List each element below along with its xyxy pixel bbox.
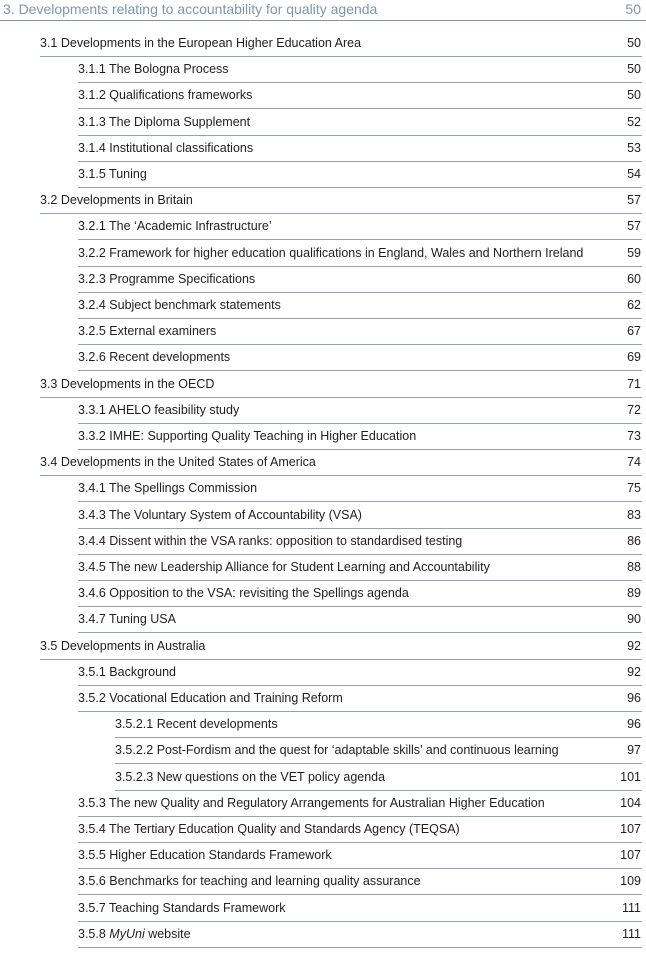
toc-entry-title: 3.5.2.2 Post-Fordism and the quest for ‘adaptable skills’ and continuous learning — [115, 743, 559, 758]
toc-entry-title: 3.5.3 The new Quality and Regulatory Arrangements for Australian Higher Education — [78, 795, 545, 810]
toc-entry-level-2[interactable] — [78, 502, 642, 529]
toc-entry-page-number: 69 — [627, 350, 641, 365]
toc-entry-page-number: 73 — [627, 429, 641, 443]
toc-entry-page-number: 101 — [620, 769, 641, 784]
toc-entry-title: 3.1.2 Qualifications frameworks — [78, 88, 253, 103]
toc-entry-level-2[interactable] — [78, 868, 642, 895]
toc-entry-level-2[interactable] — [78, 816, 642, 843]
toc-entry-title: 3.3 Developments in the OECD — [40, 376, 215, 391]
toc-entry-level-2[interactable] — [78, 554, 642, 581]
toc-entry-level-2[interactable] — [78, 685, 642, 712]
toc-entry-level-2[interactable] — [78, 292, 642, 319]
toc-entry-page-number: 92 — [627, 638, 641, 653]
toc-entry-page-number: 104 — [620, 795, 641, 810]
toc-entry-page-number: 74 — [627, 455, 641, 470]
toc-entry-title — [78, 927, 191, 941]
toc-entry-page-number: 97 — [627, 743, 641, 758]
toc-entry-title: 3.4.3 The Voluntary System of Accountability (VSA) — [78, 507, 362, 522]
toc-entry-level-2[interactable] — [78, 109, 642, 136]
toc-entry-level-2[interactable] — [78, 606, 642, 633]
toc-entry-page-number: 57 — [627, 193, 641, 208]
toc-entry-title: 3.4.7 Tuning USA — [78, 612, 176, 627]
toc-entry-level-1[interactable] — [40, 449, 642, 476]
toc-entry-page-number: 109 — [620, 874, 641, 889]
toc-entry-title: 3.2.6 Recent developments — [78, 350, 231, 365]
toc-entry-level-2[interactable] — [78, 921, 642, 948]
toc-entry-title: 3.2.3 Programme Specifications — [78, 271, 256, 286]
toc-entry-level-1[interactable] — [40, 633, 642, 660]
toc-entry-level-2[interactable] — [78, 344, 642, 371]
toc-entry-page-number: 67 — [627, 324, 641, 339]
toc-entry-level-2[interactable] — [78, 842, 642, 869]
toc-entry-title: 3.1.3 The Diploma Supplement — [78, 114, 251, 129]
toc-entry-title: 3.1 Developments in the European Higher Education Area — [40, 36, 362, 50]
toc-entry-title: 3.1.1 The Bologna Process — [78, 62, 229, 77]
toc-entry-level-2[interactable] — [78, 266, 642, 293]
toc-entry-page-number: 50 — [627, 62, 641, 77]
toc-entry-title: 3.5.5 Higher Education Standards Framework — [78, 848, 332, 863]
toc-entry-page-number: 57 — [627, 219, 641, 234]
toc-entry-title: 3.2.4 Subject benchmark statements — [78, 298, 281, 312]
toc-entry-page-number: 92 — [627, 664, 641, 679]
toc-entry-title: 3.2.1 The ‘Academic Infrastructure’ — [78, 219, 272, 234]
toc-entry-title: 3.2.5 External examiners — [78, 324, 217, 339]
toc-entry-title: 3.4.1 The Spellings Commission — [78, 481, 258, 496]
toc-entry-page-number: 89 — [627, 586, 641, 601]
toc-entry-level-2[interactable] — [78, 475, 642, 502]
toc-entry-page-number: 96 — [627, 717, 641, 732]
toc-entry-title: 3.1.5 Tuning — [78, 167, 147, 181]
toc-entry-title: 3.3.1 AHELO feasibility study — [78, 402, 240, 417]
chapter-page-number: 50 — [625, 1, 641, 17]
toc-entry-page-number: 54 — [627, 167, 641, 181]
toc-entry-level-2[interactable] — [78, 135, 642, 162]
toc-entry-page-number: 50 — [627, 36, 641, 50]
toc-entry-level-2[interactable] — [78, 659, 642, 686]
toc-entry-title: 3.5.7 Teaching Standards Framework — [78, 900, 286, 915]
toc-entry-title: 3.5.4 The Tertiary Education Quality and Standards Agency (TEQSA) — [78, 822, 460, 836]
toc-entry-level-3[interactable] — [115, 764, 642, 791]
toc-entry-page-number: 88 — [627, 560, 641, 574]
toc-entry-page-number: 71 — [627, 376, 641, 391]
toc-entry-level-2[interactable] — [78, 82, 642, 109]
toc-entry-title: 3.5.2.1 Recent developments — [115, 717, 278, 732]
toc-entry-level-2[interactable] — [78, 318, 642, 345]
toc-entry-page-number: 72 — [627, 402, 641, 417]
toc-entry-title: 3.5.1 Background — [78, 664, 176, 679]
toc-entry-page-number: 52 — [627, 114, 641, 129]
toc-entry-page-number: 62 — [627, 298, 641, 312]
toc-entry-page-number: 75 — [627, 481, 641, 496]
toc-entry-page-number: 111 — [621, 900, 641, 915]
toc-entry-level-2[interactable] — [78, 161, 642, 188]
toc-entry-level-2[interactable] — [78, 397, 642, 424]
toc-entry-page-number: 83 — [627, 507, 641, 522]
toc-entry-page-number: 107 — [620, 822, 641, 836]
toc-entry-level-2[interactable] — [78, 56, 642, 83]
toc-entry-level-2[interactable] — [78, 580, 642, 607]
toc-entry-page-number: 111 — [621, 926, 641, 941]
toc-entry-title: 3.3.2 IMHE: Supporting Quality Teaching in Higher Education — [78, 429, 417, 443]
toc-entry-level-1[interactable] — [40, 371, 642, 398]
toc-entry-italic-term: MyUni — [109, 926, 145, 941]
toc-entry-level-2[interactable] — [78, 895, 642, 922]
toc-entry-level-1[interactable] — [40, 187, 642, 214]
toc-entry-level-2[interactable] — [78, 423, 642, 450]
chapter-heading[interactable] — [0, 0, 646, 21]
toc-entry-title: 3.4.6 Opposition to the VSA: revisiting the Spellings agenda — [78, 586, 409, 601]
toc-entry-level-2[interactable] — [78, 240, 642, 267]
chapter-title: 3. Developments relating to accountability for quality agenda — [3, 1, 378, 17]
toc-entry-page-number: 53 — [627, 140, 641, 155]
toc-entry-title: 3.5 Developments in Australia — [40, 638, 206, 653]
toc-entry-title: 3.2 Developments in Britain — [40, 193, 193, 208]
toc-entry-title: 3.2.2 Framework for higher education qualifications in England, Wales and Northern Ireland — [78, 245, 584, 260]
toc-entry-title: 3.5.6 Benchmarks for teaching and learning quality assurance — [78, 874, 421, 889]
toc-entry-number: 3.5.8 — [78, 926, 106, 941]
toc-entry-page-number: 96 — [627, 691, 641, 705]
toc-entry-page-number: 59 — [627, 245, 641, 260]
toc-entry-level-3[interactable] — [115, 711, 642, 738]
toc-entry-title: 3.5.2.3 New questions on the VET policy agenda — [115, 769, 386, 784]
toc-entry-title: 3.5.2 Vocational Education and Training Reform — [78, 691, 343, 705]
toc-entry-page-number: 107 — [620, 848, 641, 863]
toc-entry-title: 3.4.5 The new Leadership Alliance for Student Learning and Accountability — [78, 560, 490, 574]
toc-entry-title-rest: website — [148, 926, 191, 941]
toc-entry-title: 3.1.4 Institutional classifications — [78, 140, 254, 155]
toc-entry-title: 3.4 Developments in the United States of America — [40, 455, 316, 470]
toc-entry-level-3[interactable] — [115, 737, 642, 764]
toc-entry-level-2[interactable] — [78, 790, 642, 817]
toc-entry-page-number: 90 — [627, 612, 641, 627]
toc-entry-level-2[interactable] — [78, 213, 642, 240]
toc-entry-page-number: 60 — [627, 271, 641, 286]
toc-entry-level-1[interactable] — [40, 30, 642, 57]
toc-entry-page-number: 50 — [627, 88, 641, 103]
toc-entry-page-number: 86 — [627, 533, 641, 548]
toc-entry-level-2[interactable] — [78, 528, 642, 555]
toc-entry-title: 3.4.4 Dissent within the VSA ranks: opposition to standardised testing — [78, 533, 463, 548]
